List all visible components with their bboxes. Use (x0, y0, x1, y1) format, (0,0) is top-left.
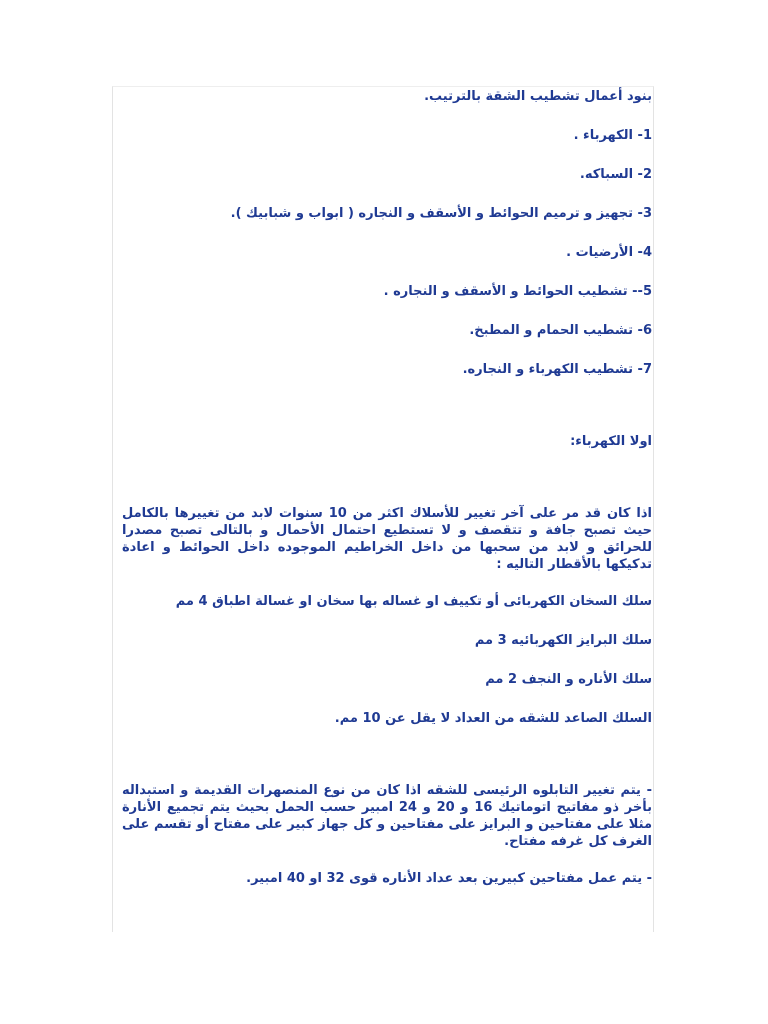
panel-paragraph: - يتم تغيير التابلوه الرئيسى للشقه اذا كان من نوع المنصهرات القديمة و استبداله بأخر ذو مفاتيح اتوماتيك 16 و 20 و 24 امبير حسب الحمل بحيث يتم تجميع الأنارة مثلا على مفتاحين و البرايز على مفتاحين و كل جهاز كبير على مفتاح أو تقسم على الغرف كل غرفه مفتاح. (122, 783, 652, 849)
list-item: 7- تشطيب الكهرباء و النجاره. (462, 362, 652, 377)
wire-spec: سلك الأناره و النجف 2 مم (485, 672, 652, 687)
wire-spec: السلك الصاعد للشقه من العداد لا يقل عن 10 مم. (334, 711, 652, 726)
list-item: 1- الكهرباء . (573, 128, 652, 143)
list-item: 3- تجهيز و ترميم الحوائط و الأسقف و النجاره ( ابواب و شبابيك ). (230, 206, 652, 221)
last-line: - يتم عمل مفتاحين كبيرين بعد عداد الأناره قوى 32 او 40 امبير. (246, 871, 652, 886)
list-item: 2- السباكه. (579, 167, 652, 182)
wire-spec: سلك البرايز الكهربائيه 3 مم (474, 633, 652, 648)
list-item: 5-- تشطيب الحوائط و الأسقف و النجاره . (383, 284, 652, 299)
document-content (122, 88, 652, 887)
list-item: 4- الأرضيات . (566, 245, 652, 260)
intro-paragraph: اذا كان قد مر على آخر تغيير للأسلاك اكثر من 10 سنوات لابد من تغييرها بالكامل حيث تصبح جافة و تتقصف و لا تستطيع احتمال الأحمال و بالتالى تصبح مصدرا للحرائق و لابد من سحبها من داخل الخراطيم الموجوده داخل الحوائط و اعادة تدكيكها بالأقطار التاليه : (122, 506, 652, 572)
list-item: 6- تشطيب الحمام و المطبخ. (469, 323, 652, 338)
document-title: بنود أعمال تشطيب الشقة بالترتيب. (424, 89, 652, 104)
section-heading: اولا الكهرباء: (570, 434, 652, 449)
wire-spec: سلك السخان الكهربائى أو تكييف او غساله بها سخان او غسالة اطباق 4 مم (175, 594, 652, 609)
